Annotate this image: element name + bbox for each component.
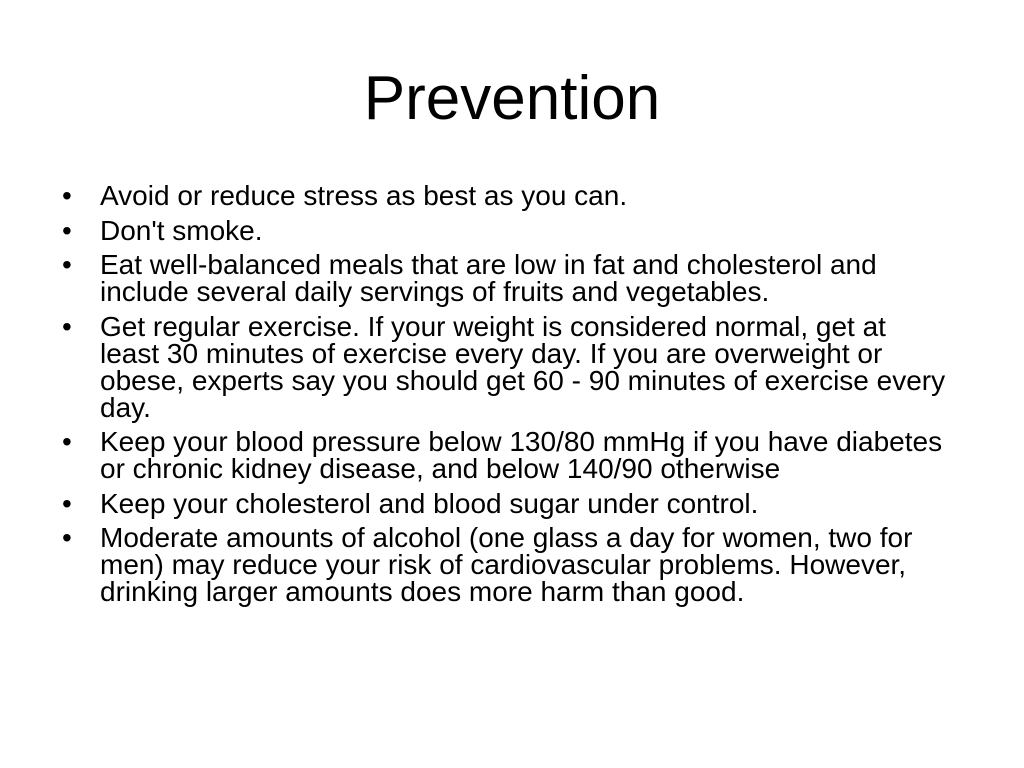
bullet-line: include several daily servings of fruits and vegetables. [100, 276, 770, 307]
bullet-item [0, 524, 1024, 605]
bullet-line: Keep your blood pressure below 130/80 mmHg if you have diabetes [100, 426, 943, 457]
slide-title: Prevention [363, 64, 661, 133]
bullet-line: or chronic kidney disease, and below 140/90 otherwise [100, 453, 781, 484]
bullet-line: day. [100, 391, 151, 423]
bullet-item [0, 214, 1024, 246]
bullet-line: Moderate amounts of alcohol (one glass a day for women, two for [100, 522, 913, 553]
bullet-line: Get regular exercise. If your weight is considered normal, get at [100, 310, 886, 342]
bullet-item [0, 428, 1024, 482]
bullet-line: Eat well-balanced meals that are low in fat and cholesterol and [100, 249, 877, 280]
bullet-line: Avoid or reduce stress as best as you can. [100, 180, 628, 211]
bullet-line: men) may reduce your risk of cardiovascular problems. However, [100, 549, 907, 580]
bullet-line: drinking larger amounts does more harm than good. [100, 576, 745, 607]
bullet-glyph: • [62, 214, 72, 246]
bullet-item [0, 487, 1024, 519]
bullet-glyph: • [62, 310, 72, 342]
bullet-item [0, 182, 1024, 209]
bullet-line: Keep your cholesterol and blood sugar under control. [100, 487, 759, 519]
bullet-line: least 30 minutes of exercise every day. If you are overweight or [100, 337, 883, 369]
bullet-glyph: • [62, 522, 72, 553]
bullet-glyph: • [62, 487, 72, 519]
bullet-item [0, 251, 1024, 305]
bullet-list [0, 182, 1024, 613]
bullet-item [0, 310, 1024, 423]
bullet-glyph: • [62, 426, 72, 457]
bullet-line: obese, experts say you should get 60 - 90 minutes of exercise every [100, 364, 946, 396]
bullet-glyph: • [62, 180, 72, 211]
bullet-line: Don't smoke. [100, 214, 263, 246]
bullet-glyph: • [62, 249, 72, 280]
